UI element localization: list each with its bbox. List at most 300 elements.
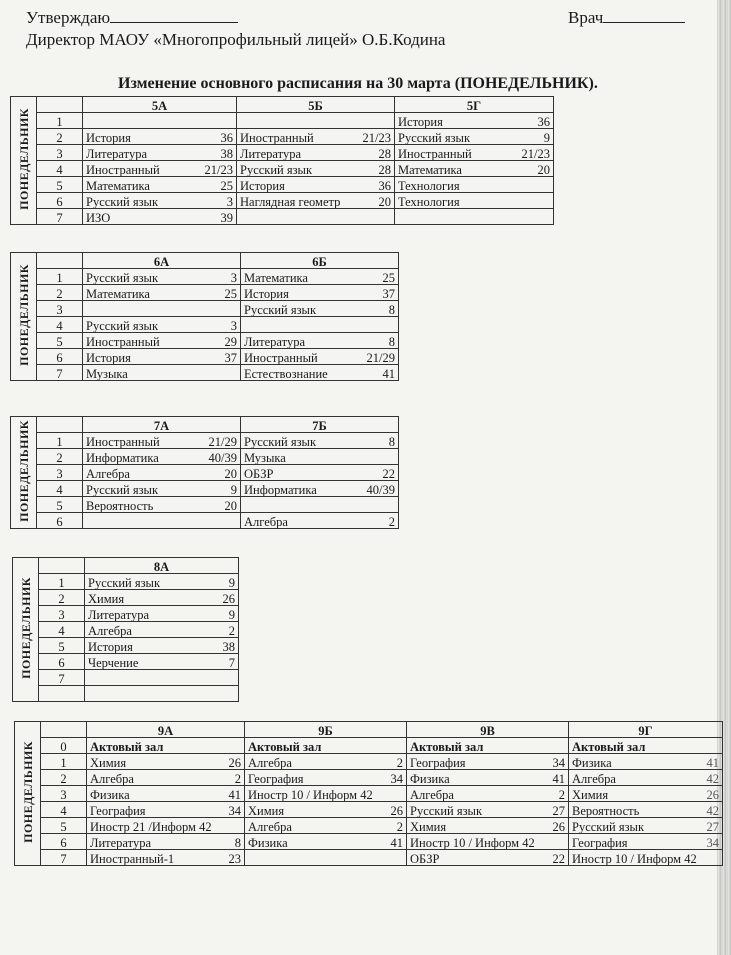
day-label-cell [11,97,37,225]
lesson-number: 5 [41,818,87,834]
subject: ИЗО [86,210,111,225]
lesson-cell [83,209,237,225]
lesson-number-header [39,558,85,574]
lesson-number: 1 [39,574,85,590]
lesson-row [11,497,399,513]
lesson-cell [237,129,395,145]
lesson-number: 5 [37,177,83,193]
lesson-number-header [37,97,83,113]
day-label: ПОНЕДЕЛЬНИК [16,420,31,523]
lesson-cell [87,770,245,786]
room-number: 25 [220,178,233,193]
room-number: 37 [224,350,237,365]
day-label: ПОНЕДЕЛЬНИК [20,741,35,844]
lesson-cell [407,802,569,818]
subject: Физика [248,835,288,850]
lesson-row [11,285,399,301]
lesson-row [11,113,554,129]
subject: Русский язык [86,270,159,285]
subject: Литература [86,146,147,161]
lesson-number: 7 [37,209,83,225]
subject: Алгебра [248,755,292,770]
room-number [715,853,719,866]
subject: Музыка [244,450,286,465]
room-number: 21/23 [521,146,550,161]
lesson-cell [87,802,245,818]
lesson-cell [83,481,241,497]
lesson-number: 7 [37,365,83,381]
room-number: 38 [220,146,233,161]
room-number [715,741,719,754]
approve-line [26,8,238,28]
lesson-cell [85,686,239,702]
lesson-row [13,654,239,670]
subject: История [86,130,131,145]
subject: Вероятность [572,803,640,818]
schedule-table-grade-8 [12,557,239,702]
room-number: 21/29 [208,434,237,449]
class-header: 9Б [245,722,407,738]
room-number: 9 [228,607,235,622]
lesson-row [11,209,554,225]
class-header: 9А [87,722,245,738]
lesson-cell [241,301,399,317]
lesson-cell [241,465,399,481]
subject: История [244,286,289,301]
room-number [561,741,565,754]
lesson-number: 2 [37,449,83,465]
lesson-row [13,686,239,702]
day-label: ПОНЕДЕЛЬНИК [16,264,31,367]
subject: Иностранный-1 [90,851,175,866]
room-number: 2 [396,755,403,770]
room-number: 8 [388,434,395,449]
page-title: Изменение основного расписания на 30 марта (ПОНЕДЕЛЬНИК). [118,75,598,92]
class-header: 6А [83,253,241,269]
lesson-number: 4 [37,317,83,333]
room-number: 36 [537,114,550,129]
lesson-cell [245,850,407,866]
class-header: 7А [83,417,241,433]
room-number: 25 [382,270,395,285]
room-number: 42 [706,771,719,786]
room-number: 41 [390,835,403,850]
subject: Русский язык [88,575,161,590]
lesson-cell [83,269,241,285]
subject: Иностр 10 / Информ 42 [410,835,535,850]
lesson-number: 4 [39,622,85,638]
lesson-number: 2 [37,285,83,301]
lesson-number: 4 [37,161,83,177]
lesson-number: 1 [37,113,83,129]
lesson-number: 6 [41,834,87,850]
subject: Технология [398,194,460,209]
subject: Химия [572,787,609,802]
lesson-cell [237,209,395,225]
subject: Актовый зал [572,739,646,754]
lesson-cell [569,850,723,866]
room-number: 21/29 [366,350,395,365]
lesson-number: 1 [37,269,83,285]
room-number: 29 [224,334,237,349]
subject: Алгебра [248,819,292,834]
lesson-cell [85,590,239,606]
lesson-number: 0 [41,738,87,754]
room-number: 36 [378,178,391,193]
lesson-cell [241,365,399,381]
room-number: 21/23 [204,162,233,177]
lesson-cell [245,834,407,850]
subject: Актовый зал [90,739,164,754]
approve-label: Утверждаю [26,8,111,27]
subject: География [410,755,466,770]
lesson-row [13,590,239,606]
lesson-cell [407,818,569,834]
room-number: 25 [224,286,237,301]
lesson-cell [241,349,399,365]
lesson-cell [241,433,399,449]
room-number [546,180,550,193]
lesson-number: 3 [39,606,85,622]
lesson-cell [407,786,569,802]
lesson-number: 2 [41,770,87,786]
lesson-cell [241,317,399,333]
room-number: 8 [388,302,395,317]
lesson-cell [395,129,554,145]
room-number: 22 [382,466,395,481]
lesson-cell [245,802,407,818]
lesson-number: 7 [39,670,85,686]
lesson-row [11,349,399,365]
room-number: 26 [552,819,565,834]
day-label-cell [13,558,39,702]
subject: Алгебра [410,787,454,802]
day-label: ПОНЕДЕЛЬНИК [18,577,33,680]
room-number: 2 [388,514,395,529]
room-number: 27 [706,819,719,834]
subject: Иностр 10 / Информ 42 [572,851,697,866]
lesson-number: 5 [37,497,83,513]
subject: История [240,178,285,193]
room-number: 34 [390,771,403,786]
lesson-row [11,481,399,497]
subject: Актовый зал [248,739,322,754]
lesson-row [11,365,399,381]
lesson-cell [407,754,569,770]
class-header: 5Б [237,97,395,113]
lesson-cell [83,285,241,301]
day-label: ПОНЕДЕЛЬНИК [16,108,31,211]
room-number: 28 [378,146,391,161]
lesson-cell [237,161,395,177]
lesson-cell [85,654,239,670]
day-label-cell [15,722,41,866]
room-number: 41 [228,787,241,802]
lesson-cell [87,818,245,834]
room-number: 7 [228,655,235,670]
room-number: 23 [228,851,241,866]
subject: Естествознание [244,366,328,381]
subject: Иностранный [86,162,160,177]
room-number: 26 [222,591,235,606]
lesson-number: 6 [37,349,83,365]
lesson-cell [83,317,241,333]
lesson-cell [85,670,239,686]
room-number: 28 [378,162,391,177]
lesson-cell [245,786,407,802]
lesson-number: 6 [39,654,85,670]
subject: Алгебра [572,771,616,786]
lesson-cell [83,513,241,529]
lesson-row [11,333,399,349]
lesson-cell [83,193,237,209]
schedule-table-grade-9 [14,721,723,866]
lesson-number-header [37,253,83,269]
lesson-row [11,269,399,285]
lesson-cell [569,738,723,754]
lesson-cell [83,433,241,449]
room-number: 36 [220,130,233,145]
lesson-cell [241,449,399,465]
lesson-row [13,622,239,638]
room-number [237,741,241,754]
lesson-row [13,606,239,622]
class-header: 9Г [569,722,723,738]
subject: Математика [398,162,462,177]
lesson-cell [83,113,237,129]
room-number: 42 [706,803,719,818]
subject: Иностранный [398,146,472,161]
subject: Физика [572,755,612,770]
room-number: 20 [224,466,237,481]
lesson-cell [83,301,241,317]
subject: Физика [90,787,130,802]
subject: Русский язык [244,302,317,317]
class-header: 6Б [241,253,399,269]
lesson-cell [83,177,237,193]
schedule-table-grade-5 [10,96,554,225]
room-number: 34 [552,755,565,770]
lesson-number: 4 [41,802,87,818]
doctor-signature-blank [603,22,685,23]
lesson-number: 2 [37,129,83,145]
lesson-cell [569,770,723,786]
lesson-cell [83,145,237,161]
lesson-cell [83,333,241,349]
approve-signature-blank [110,22,238,23]
room-number: 40/39 [366,482,395,497]
lesson-cell [83,129,237,145]
subject: История [88,639,133,654]
lesson-cell [241,481,399,497]
room-number [561,837,565,850]
lesson-cell [237,193,395,209]
subject: География [248,771,304,786]
lesson-cell [85,606,239,622]
doctor-label: Врач [568,8,604,27]
room-number: 34 [706,835,719,850]
subject: Русский язык [572,819,645,834]
room-number: 27 [552,803,565,818]
room-number: 2 [228,623,235,638]
director-line: Директор МАОУ «Многопрофильный лицей» О.Б.Кодина [26,30,446,49]
room-number: 8 [388,334,395,349]
room-number: 39 [220,210,233,225]
subject: Алгебра [244,514,288,529]
room-number: 2 [558,787,565,802]
room-number [391,452,395,465]
lesson-cell [87,786,245,802]
room-number: 41 [382,366,395,381]
lesson-row [11,145,554,161]
lesson-cell [83,497,241,513]
room-number: 3 [230,318,237,333]
lesson-cell [83,465,241,481]
lesson-number: 1 [41,754,87,770]
lesson-cell [87,834,245,850]
lesson-number-header [41,722,87,738]
room-number [399,741,403,754]
subject: Литература [88,607,149,622]
room-number: 41 [552,771,565,786]
lesson-number: 6 [37,513,83,529]
subject: ОБЗР [244,466,274,481]
lesson-cell [85,574,239,590]
lesson-number: 1 [37,433,83,449]
subject: Химия [90,755,127,770]
lesson-number: 3 [37,145,83,161]
subject: Химия [248,803,285,818]
subject: Математика [244,270,308,285]
room-number: 26 [228,755,241,770]
subject: Актовый зал [410,739,484,754]
class-header: 7Б [241,417,399,433]
lesson-row [15,770,723,786]
room-number: 20 [537,162,550,177]
subject: Иностранный [86,334,160,349]
lesson-number: 6 [37,193,83,209]
lesson-row [11,513,399,529]
subject: Вероятность [86,498,154,513]
lesson-row [11,317,399,333]
subject: Технология [398,178,460,193]
lesson-number [39,686,85,702]
subject: Русский язык [240,162,313,177]
room-number: 21/23 [362,130,391,145]
lesson-row [11,129,554,145]
room-number: 9 [228,575,235,590]
lesson-number: 3 [37,301,83,317]
lesson-cell [569,834,723,850]
subject: Иностранный [240,130,314,145]
lesson-row [13,638,239,654]
room-number: 34 [228,803,241,818]
room-number: 37 [382,286,395,301]
subject: Иностр 21 /Информ 42 [90,819,212,834]
lesson-number: 3 [41,786,87,802]
subject: Литература [244,334,305,349]
class-header: 5А [83,97,237,113]
lesson-cell [395,113,554,129]
class-header: 8А [85,558,239,574]
lesson-row [11,301,399,317]
subject: Алгебра [86,466,130,481]
subject: Информатика [86,450,159,465]
subject: Русский язык [398,130,471,145]
subject: Математика [86,286,150,301]
lesson-cell [241,285,399,301]
lesson-number: 7 [41,850,87,866]
lesson-cell [237,177,395,193]
lesson-cell [241,497,399,513]
subject: Литература [240,146,301,161]
room-number: 8 [234,835,241,850]
subject: Иностранный [86,434,160,449]
room-number: 20 [224,498,237,513]
lesson-cell [245,754,407,770]
class-header: 9В [407,722,569,738]
subject: Черчение [88,655,139,670]
subject: Русский язык [86,194,159,209]
lesson-cell [407,834,569,850]
lesson-cell [241,333,399,349]
room-number: 2 [234,771,241,786]
room-number: 3 [226,194,233,209]
lesson-cell [245,770,407,786]
lesson-row [15,834,723,850]
subject: Русский язык [244,434,317,449]
room-number [546,196,550,209]
subject: Алгебра [90,771,134,786]
lesson-cell [395,145,554,161]
room-number: 2 [396,819,403,834]
lesson-row [11,465,399,481]
schedule-table-grade-6 [10,252,399,381]
room-number: 38 [222,639,235,654]
lesson-cell [87,754,245,770]
subject: Русский язык [86,318,159,333]
lesson-number: 3 [37,465,83,481]
lesson-number: 4 [37,481,83,497]
lesson-row [15,802,723,818]
lesson-cell [83,161,237,177]
lesson-cell [395,177,554,193]
room-number [237,821,241,834]
subject: Литература [90,835,151,850]
subject: География [90,803,146,818]
lesson-cell [237,113,395,129]
subject: Химия [410,819,447,834]
subject: Физика [410,771,450,786]
lesson-row [15,738,723,754]
lesson-cell [87,738,245,754]
lesson-cell [245,818,407,834]
doctor-line [568,8,685,28]
lesson-cell [569,754,723,770]
room-number: 20 [378,194,391,209]
lesson-row [11,193,554,209]
subject: История [86,350,131,365]
lesson-cell [395,161,554,177]
lesson-cell [83,365,241,381]
lesson-cell [407,738,569,754]
lesson-cell [245,738,407,754]
lesson-row [11,177,554,193]
lesson-row [11,433,399,449]
lesson-number-header [37,417,83,433]
lesson-number: 5 [37,333,83,349]
day-label-cell [11,253,37,381]
